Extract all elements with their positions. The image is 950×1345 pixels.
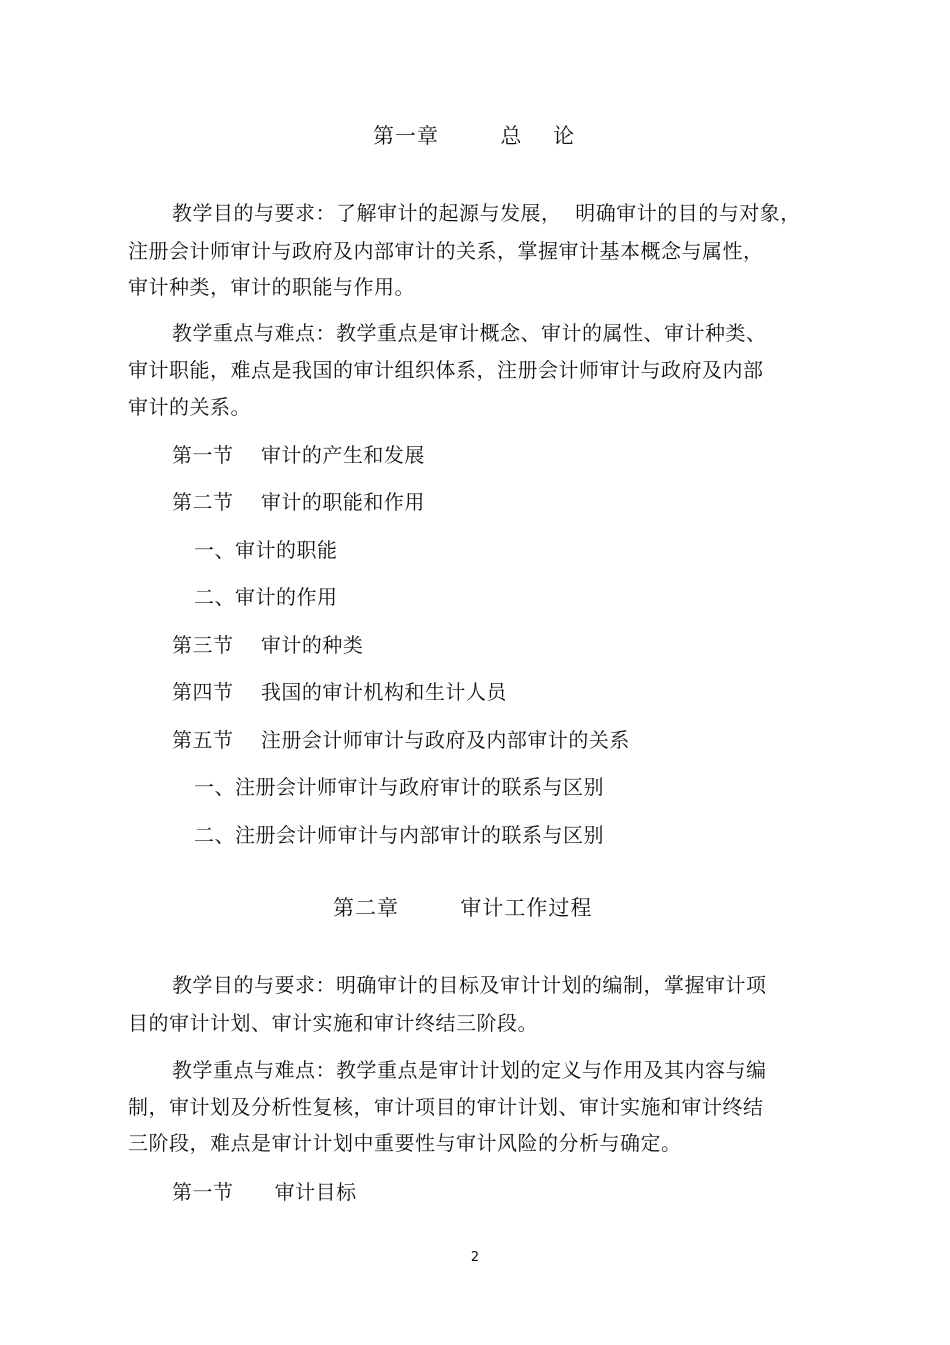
chapter-2-keypoints-line-2: 制，审计划及分析性复核，审计项目的审计计划、审计实施和审计终结 [128, 1095, 764, 1119]
chapter-1-keypoints-line-2: 审计职能，难点是我国的审计组织体系，注册会计师审计与政府及内部 [128, 358, 764, 382]
chapter-1-subsection-5-1: 一、注册会计师审计与政府审计的联系与区别 [194, 775, 604, 799]
chapter-2-keypoints-line-3: 三阶段，难点是审计计划中重要性与审计风险的分析与确定。 [128, 1131, 682, 1155]
chapter-1-heading: 第一章 总 论 [373, 124, 576, 148]
chapter-1-objectives-line-3: 审计种类，审计的职能与作用。 [128, 275, 415, 299]
chapter-1-section-4: 第四节 我国的审计机构和生计人员 [172, 680, 507, 704]
chapter-1-subsection-2-2: 二、审计的作用 [194, 585, 338, 609]
chapter-1-section-3: 第三节 审计的种类 [172, 633, 364, 657]
chapter-2-objectives-line-1: 教学目的与要求：明确审计的目标及审计计划的编制，掌握审计项 [172, 973, 767, 997]
chapter-1-section-2: 第二节 审计的职能和作用 [172, 490, 425, 514]
chapter-1-objectives-line-2: 注册会计师审计与政府及内部审计的关系，掌握审计基本概念与属性， [128, 239, 764, 263]
chapter-1-subsection-5-2: 二、注册会计师审计与内部审计的联系与区别 [194, 823, 604, 847]
chapter-2-objectives-line-2: 目的审计计划、审计实施和审计终结三阶段。 [128, 1011, 538, 1035]
chapter-1-section-1: 第一节 审计的产生和发展 [172, 443, 425, 467]
chapter-1-keypoints-line-3: 审计的关系。 [128, 395, 251, 419]
chapter-2-keypoints-line-1: 教学重点与难点：教学重点是审计计划的定义与作用及其内容与编 [172, 1058, 767, 1082]
chapter-1-keypoints-line-1: 教学重点与难点：教学重点是审计概念、审计的属性、审计种类、 [172, 321, 767, 345]
chapter-1-subsection-2-1: 一、审计的职能 [194, 538, 338, 562]
page-number: 2 [470, 1250, 480, 1265]
chapter-2-section-1: 第一节 审计目标 [172, 1180, 357, 1204]
chapter-1-section-5: 第五节 注册会计师审计与政府及内部审计的关系 [172, 728, 630, 752]
chapter-2-heading: 第二章 审计工作过程 [333, 896, 593, 920]
chapter-1-objectives-line-1: 教学目的与要求：了解审计的起源与发展， 明确审计的目的与对象， [172, 201, 801, 225]
